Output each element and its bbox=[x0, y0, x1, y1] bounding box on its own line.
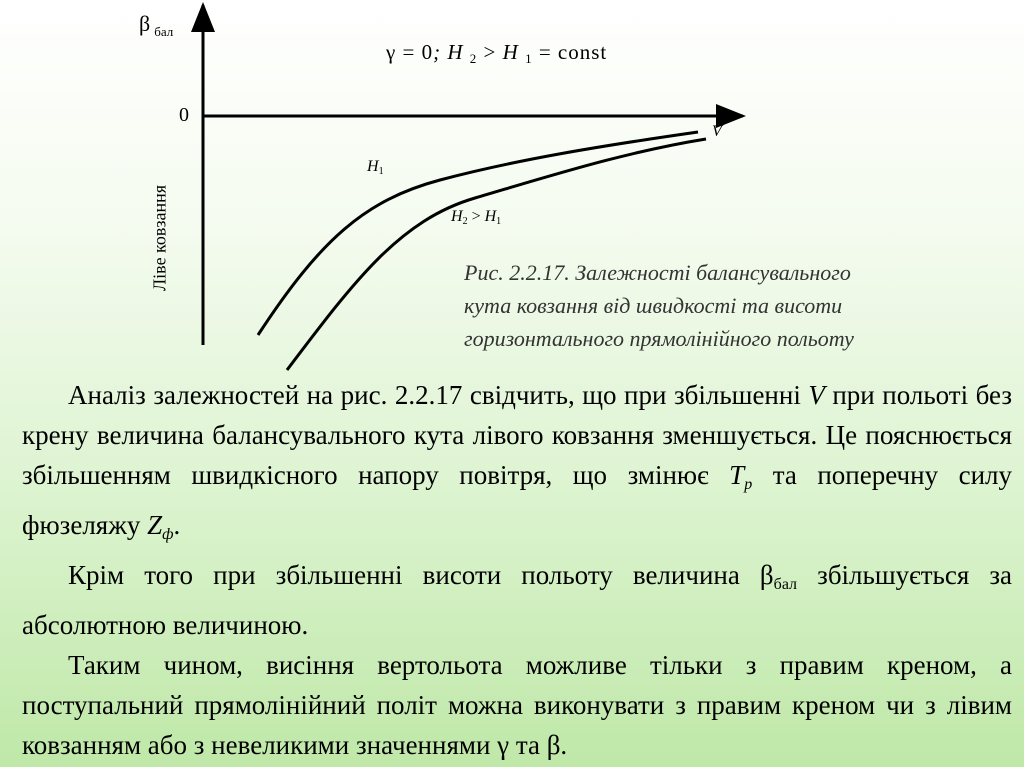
x-axis-label: V bbox=[712, 123, 722, 140]
zero-label: 0 bbox=[179, 104, 189, 126]
figure-caption bbox=[464, 256, 1004, 355]
curve-h2-label: $H_2 > H_1$ bbox=[451, 208, 502, 227]
paragraph-1: Аналіз залежностей на рис. 2.2.17 свідчить, що при збільшенні V при польоті без крену величина балансувального кута лівого ковзання зменшується. Це пояснюється збільшенням швидкісного напору повітря, що змінює $T_р$ та поперечну силу фюзеляжу $Z_ф$. bbox=[22, 380, 1012, 543]
body-text bbox=[22, 375, 1012, 765]
paragraph-3: Таким чином, висіння вертольота можливе тільки з правим креном, а поступальний прямолінійний політ можна виконувати з правим креном чи з лівим ковзанням або з невеликими значеннями γ та β. bbox=[22, 650, 1012, 760]
caption-line: горизонтального прямолінійного польоту bbox=[464, 326, 854, 351]
y-axis-subscript: бал bbox=[154, 24, 174, 39]
y-axis-symbol: β $_{бал}$ bbox=[139, 11, 174, 39]
figure bbox=[0, 0, 1024, 380]
paragraph-2: Крім того при збільшенні висоти польоту величина $\beta_{бал}$ збільшується за абсолютною величиною. bbox=[22, 560, 1012, 640]
caption-line: Рис. 2.2.17. Залежності балансувального bbox=[464, 260, 851, 285]
y-axis-label: Ліве ковзання bbox=[149, 184, 170, 292]
curve-h1-label: $H_1$ bbox=[367, 158, 384, 177]
condition-label: γ = 0; H $_2$ > H $_1$ = const bbox=[386, 40, 608, 66]
caption-line: кута ковзання від швидкості та висоти bbox=[464, 293, 843, 318]
